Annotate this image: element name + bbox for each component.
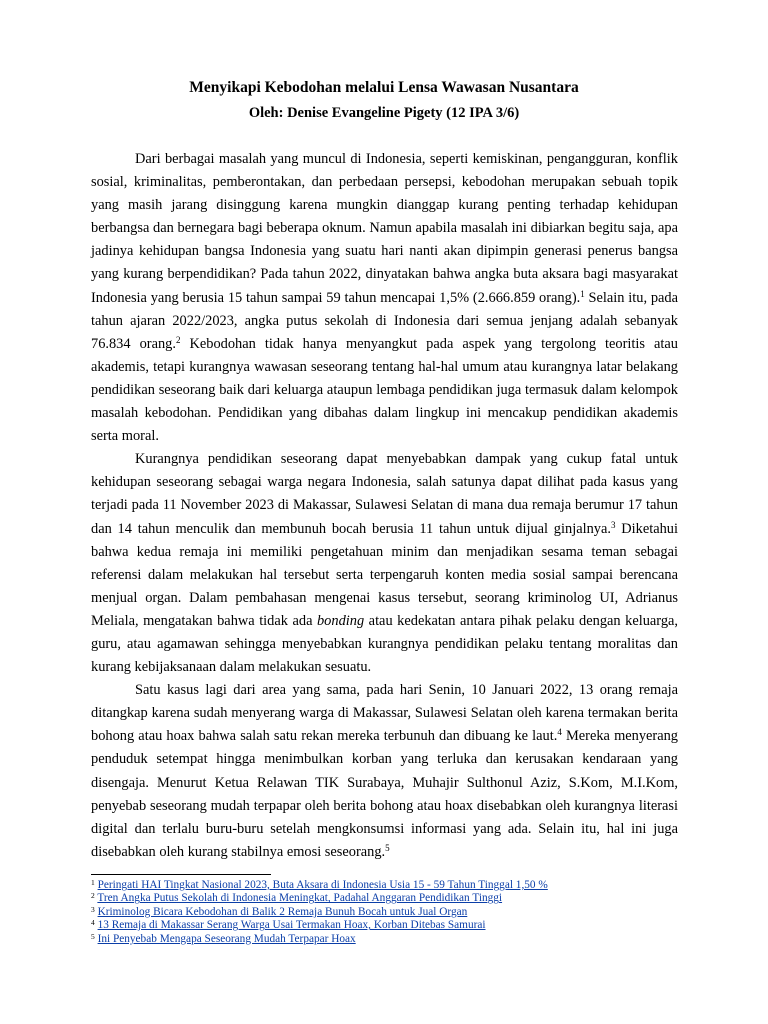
footnote-divider <box>91 874 271 875</box>
footnote-link-2[interactable]: Tren Angka Putus Sekolah di Indonesia Meningkat, Padahal Anggaran Pendidikan Tinggi <box>97 892 503 905</box>
paragraph-2 <box>91 448 678 679</box>
footnotes-section <box>91 879 691 946</box>
footnote-number: 3 <box>91 904 95 914</box>
paragraph-1-text-b: Selain itu, pada tahun ajaran 2022/2023, angka putus sekolah di Indonesia dari semua jenjang adalah sebanyak 76.834 orang. <box>91 289 678 352</box>
paragraph-3-text-b: Mereka menyerang penduduk setempat hingga menimbulkan korban yang terluka dan kerusakan kendaraan yang disengaja. Menurut Ketua Relawan TIK Surabaya, Muhajir Sulthonul Aziz, S.Kom, M.I.Kom, penyebab seseorang mudah terpapar oleh berita bohong atau hoax disebabkan oleh kurangnya literasi digital dan terlalu buru-buru setelah mengkonsumsi informasi yang ada. Selain itu, hal ini juga disebabkan oleh kurang stabilnya emosi seseorang. <box>91 728 678 860</box>
footnote-link-4[interactable]: 13 Remaja di Makassar Serang Warga Usai Termakan Hoax, Korban Ditebas Samurai <box>97 919 486 932</box>
document-title: Menyikapi Kebodohan melalui Lensa Wawasan Nusantara <box>189 79 579 96</box>
paragraph-2-text-a: Kurangnya pendidikan seseorang dapat menyebabkan dampak yang cukup fatal untuk kehidupan seseorang sebagai warga negara Indonesia, salah satunya dapat dilihat pada kasus yang terjadi pada 11 November 2023 di Makassar, Sulawesi Selatan di mana dua remaja berumur 17 tahun dan 14 tahun menculik dan membunuh bocah berusia 11 tahun untuk dijual ginjalnya. <box>91 451 678 537</box>
paragraph-3-text-a: Satu kasus lagi dari area yang sama, pada hari Senin, 10 Januari 2022, 13 orang remaja ditangkap karena sudah menyerang warga di Makassar, Sulawesi Selatan oleh karena termakan berita bohong atau hoax bahwa salah satu rekan mereka terbunuh dan dibuang ke laut. <box>91 682 678 745</box>
footnote-ref-1: 1 <box>580 288 585 299</box>
document-author: Oleh: Denise Evangeline Pigety (12 IPA 3/6) <box>248 105 520 121</box>
footnote-ref-3: 3 <box>610 519 616 530</box>
footnote-ref-2: 2 <box>175 334 181 345</box>
footnote-1 <box>91 879 691 892</box>
footnote-4 <box>91 919 691 932</box>
paragraph-1 <box>91 148 678 448</box>
footnote-ref-4: 4 <box>557 727 562 738</box>
paragraph-1-text-c: Kebodohan tidak hanya menyangkut pada aspek yang tergolong teoritis atau akademis, tetapi kurangnya wawasan seseorang tentang hal-hal umum atau kurangnya latar belakang pendidikan seseorang baik dari keluarga ataupun lembaga pendidikan juga termasuk dalam kelompok masalah kebodohan. Pendidikan yang dibahas dalam lingkup ini mencakup pendidikan akademis serta moral. <box>91 335 678 445</box>
paragraph-1-text-a: Dari berbagai masalah yang muncul di Indonesia, seperti kemiskinan, pengangguran, konflik sosial, kriminalitas, pemberontakan, dan perbedaan persepsi, kebodohan merupakan sebuah topik yang masih jarang disinggung karena mungkin dianggap kurang penting terhadap kehidupan berbangsa dan bernegara bagi beberapa oknum. Namun apabila masalah ini dibiarkan begitu saja, apa jadinya kehidupan bangsa Indonesia yang suatu hari nanti akan dipimpin generasi penerus bangsa yang kurang berpendidikan? Pada tahun 2022, dinyatakan bahwa angka buta aksara bagi masyarakat Indonesia yang berusia 15 tahun sampai 59 tahun mencapai 1,5% (2.666.859 orang). <box>91 151 678 306</box>
paragraph-2-text-b: Diketahui bahwa kedua remaja ini memiliki pengetahuan minim dan menjadikan sesama teman sebagai referensi dalam melakukan hal tersebut serta terpengaruh konten media sosial sampai berencana menjual organ. Dalam pembahasan mengenai kasus tersebut, seorang kriminolog UI, Adrianus Meliala, mengatakan bahwa tidak ada <box>91 520 678 629</box>
footnote-ref-5: 5 <box>385 842 390 853</box>
paragraph-2-text-c: atau kedekatan antara pihak pelaku dengan keluarga, guru, atau agamawan sehingga menyebabkan kurangnya pendidikan pelaku tentang moralitas dan kurang kebijaksanaan dalam melakukan sesuatu. <box>91 612 678 676</box>
paragraph-3 <box>91 679 678 864</box>
footnote-5 <box>91 933 691 946</box>
footnote-number: 2 <box>91 891 95 901</box>
footnote-number: 5 <box>91 931 95 941</box>
footnote-link-1[interactable]: Peringati HAI Tingkat Nasional 2023, Buta Aksara di Indonesia Usia 15 - 59 Tahun Tinggal 1,50 % <box>97 879 548 891</box>
document-body <box>91 148 678 864</box>
footnote-number: 4 <box>91 918 95 928</box>
footnote-3 <box>91 906 691 919</box>
footnote-2 <box>91 892 691 905</box>
italic-term: bonding <box>316 612 365 629</box>
footnote-link-3[interactable]: Kriminolog Bicara Kebodohan di Balik 2 Remaja Bunuh Bocah untuk Jual Organ <box>97 905 468 918</box>
footnote-number: 1 <box>91 878 95 887</box>
footnote-link-5[interactable]: Ini Penyebab Mengapa Seseorang Mudah Terpapar Hoax <box>97 932 356 945</box>
